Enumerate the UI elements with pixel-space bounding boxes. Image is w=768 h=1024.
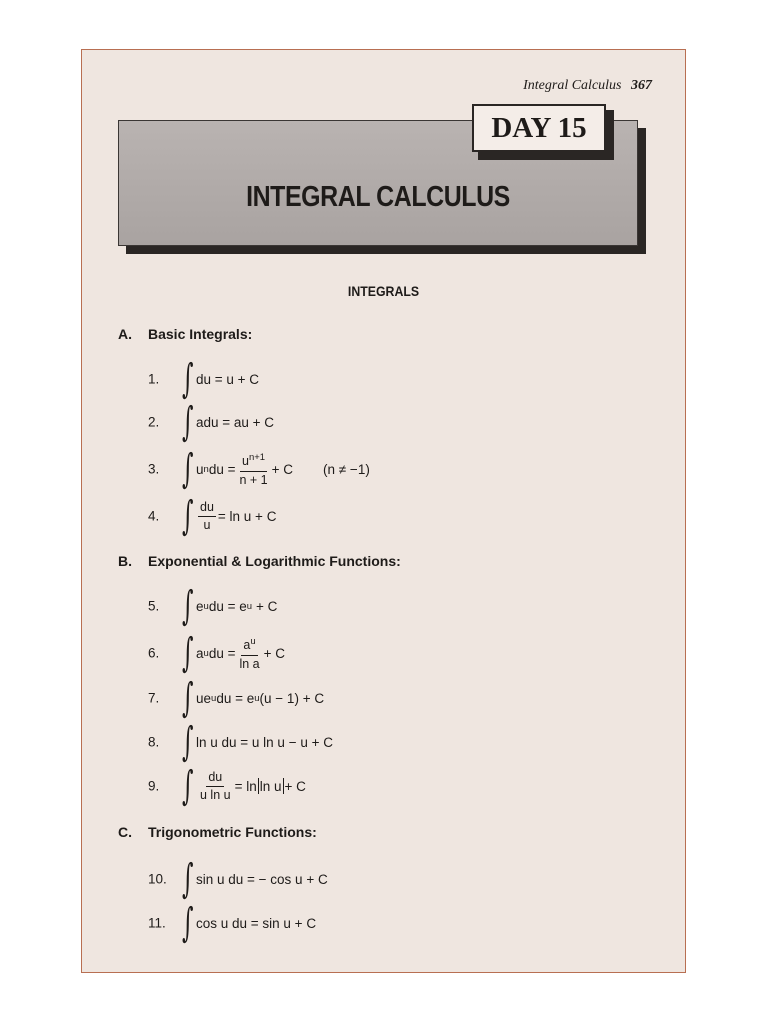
- formula-term: a: [196, 645, 204, 661]
- fraction: [237, 634, 261, 671]
- formula-expression: cos u du = sin u + C: [196, 915, 317, 931]
- formula-number: 5.: [148, 598, 160, 614]
- integral-sign: ∫: [182, 763, 194, 809]
- formula-term: + C: [263, 645, 286, 661]
- formula-expression: ln u du = u ln u − u + C: [196, 734, 333, 750]
- formula-number: 6.: [148, 645, 160, 661]
- integral-sign: ∫: [182, 900, 194, 946]
- formula-term: du = e: [208, 598, 247, 614]
- formula-term: u: [196, 461, 204, 477]
- formula-expression: adu = au + C: [196, 414, 275, 430]
- formula-term: + C: [271, 461, 294, 477]
- formula-number: 10.: [148, 871, 167, 887]
- formula-number: 2.: [148, 414, 160, 430]
- formula-term: e: [196, 598, 204, 614]
- subsection-letter: C.: [118, 824, 132, 840]
- fraction-numerator: u: [242, 454, 249, 469]
- subsection-basic-integrals: [118, 326, 252, 342]
- running-head-title: Integral Calculus: [523, 78, 622, 93]
- formula-term: du =: [208, 645, 236, 661]
- integral-sign: ∫: [182, 446, 194, 492]
- formula-expression: du = u + C: [196, 371, 260, 387]
- fraction-exponent: u: [250, 636, 256, 648]
- formula-term: + C: [284, 778, 306, 794]
- fraction-denominator: u ln u: [200, 787, 231, 802]
- formula-exponent: u: [246, 600, 253, 612]
- integral-sign: ∫: [182, 583, 194, 629]
- formula-term: + C: [256, 598, 278, 614]
- formula-term: = ln: [234, 778, 257, 794]
- subsection-title: Trigonometric Functions:: [148, 824, 317, 840]
- integral-sign: ∫: [182, 399, 194, 445]
- formula-term: ue: [196, 690, 212, 706]
- book-page: [81, 49, 686, 973]
- subsection-letter: B.: [118, 553, 132, 569]
- fraction-numerator: a: [243, 638, 251, 653]
- subsection-title: Basic Integrals:: [148, 326, 253, 342]
- fraction-denominator: u: [203, 517, 211, 532]
- subsection-title: Exponential & Logarithmic Functions:: [148, 553, 401, 569]
- fraction: [198, 500, 216, 533]
- subsection-exponential-logarithmic: [118, 553, 401, 569]
- fraction: [237, 450, 269, 487]
- fraction-denominator: ln a: [239, 656, 260, 671]
- formula-number: 9.: [148, 778, 160, 794]
- day-label: DAY 15: [472, 104, 606, 152]
- formula-term: = ln u + C: [217, 508, 277, 524]
- integral-sign: ∫: [182, 356, 194, 402]
- subsection-letter: A.: [118, 326, 132, 342]
- formula-number: 4.: [148, 508, 160, 524]
- formula-number: 8.: [148, 734, 160, 750]
- fraction: [198, 770, 233, 803]
- formula-term: ln u: [259, 778, 282, 794]
- fraction-exponent: n+1: [248, 452, 266, 464]
- fraction-numerator: du: [206, 770, 224, 787]
- formula-condition: (n ≠ −1): [323, 461, 370, 477]
- integral-sign: ∫: [182, 719, 194, 765]
- formula-expression: sin u du = − cos u + C: [196, 871, 328, 887]
- formula-term: du =: [208, 461, 236, 477]
- running-head: [482, 78, 652, 94]
- formula-number: 3.: [148, 461, 160, 477]
- integral-sign: ∫: [182, 493, 194, 539]
- abs-bar: [283, 778, 284, 794]
- formula-exponent: u: [203, 600, 209, 612]
- fraction-numerator: du: [198, 500, 216, 517]
- formula-number: 11.: [148, 915, 166, 931]
- abs-bar: [258, 778, 259, 794]
- formula-term: du = e: [216, 690, 255, 706]
- integral-sign: ∫: [182, 675, 194, 721]
- subsection-trigonometric: [118, 824, 317, 840]
- formula-number: 1.: [148, 371, 160, 387]
- formula-term: (u − 1) + C: [259, 690, 325, 706]
- formula-exponent: u: [203, 647, 209, 659]
- integral-sign: ∫: [182, 630, 194, 676]
- formula-exponent: n: [203, 463, 209, 475]
- fraction-denominator: n + 1: [239, 472, 268, 487]
- formula-number: 7.: [148, 690, 160, 706]
- chapter-title: INTEGRAL CALCULUS: [246, 181, 510, 213]
- integral-sign: ∫: [182, 856, 194, 902]
- formula-exponent: u: [211, 692, 217, 704]
- formula-exponent: u: [254, 692, 260, 704]
- page-number: 367: [631, 78, 652, 93]
- section-heading: INTEGRALS: [347, 283, 420, 299]
